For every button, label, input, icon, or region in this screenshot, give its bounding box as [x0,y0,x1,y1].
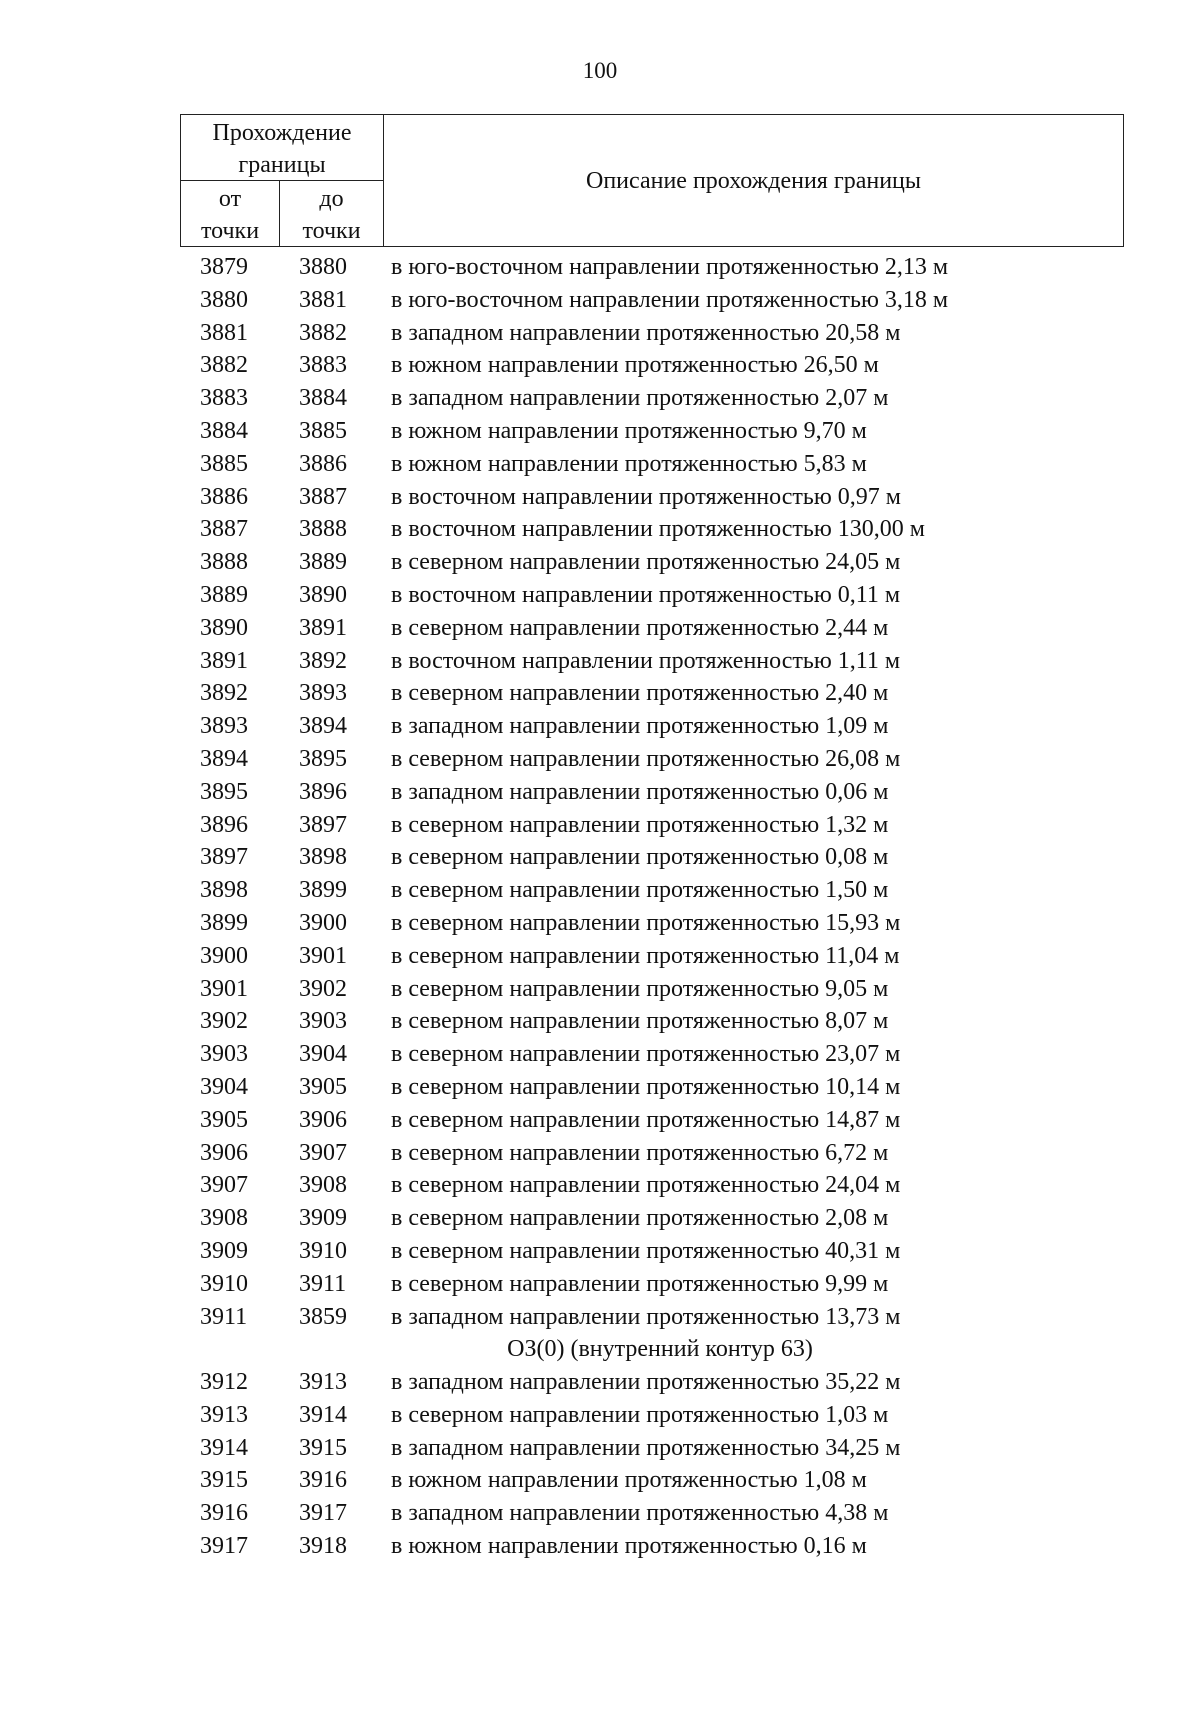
description-cell: в северном направлении протяженностью 15,93 м [391,909,901,936]
header-from-line2: точки [200,218,260,244]
header-to-point [279,180,384,247]
table-row [0,645,1200,678]
table-row [0,579,1200,612]
description-cell: в северном направлении протяженностью 1,32 м [391,811,889,838]
table-row [0,415,1200,448]
from-point-cell: 3909 [200,1237,248,1264]
from-point-cell: 3905 [200,1106,248,1133]
to-point-cell: 3913 [299,1369,347,1396]
from-point-cell: 3892 [200,680,248,707]
from-point-cell: 3882 [200,352,248,379]
table-row [0,841,1200,874]
description-cell: в северном направлении протяженностью 23,07 м [391,1041,901,1068]
from-point-cell: 3912 [200,1369,248,1396]
to-point-cell: 3896 [299,778,347,805]
to-point-cell: 3887 [299,483,347,510]
to-point-cell: 3883 [299,352,347,379]
table-row [0,284,1200,317]
from-point-cell: 3885 [200,450,248,477]
description-cell: в западном направлении протяженностью 34,25 м [391,1434,901,1461]
from-point-cell: 3899 [200,909,248,936]
table-row [0,1104,1200,1137]
header-to-line1: до [319,186,344,212]
table-row [0,1366,1200,1399]
to-point-cell: 3892 [299,647,347,674]
from-point-cell: 3913 [200,1401,248,1428]
from-point-cell: 3886 [200,483,248,510]
from-point-cell: 3917 [200,1533,248,1560]
from-point-cell: 3894 [200,745,248,772]
to-point-cell: 3898 [299,844,347,871]
table-row [0,513,1200,546]
table-row [0,317,1200,350]
table-row [0,743,1200,776]
from-point-cell: 3888 [200,549,248,576]
table-row [0,1235,1200,1268]
description-cell: в южном направлении протяженностью 26,50 м [391,352,879,379]
description-cell: в северном направлении протяженностью 10,14 м [391,1073,901,1100]
header-description [383,114,1124,247]
description-cell: в южном направлении протяженностью 5,83 м [391,450,867,477]
from-point-cell: 3914 [200,1434,248,1461]
table-row [0,1301,1200,1334]
description-cell: в северном направлении протяженностью 8,07 м [391,1008,889,1035]
from-point-cell: 3908 [200,1205,248,1232]
from-point-cell: 3904 [200,1073,248,1100]
from-point-cell: 3884 [200,417,248,444]
section-title [0,1333,870,1366]
from-point-cell: 3897 [200,844,248,871]
to-point-cell: 3904 [299,1041,347,1068]
from-point-cell: 3906 [200,1139,248,1166]
description-cell: в северном направлении протяженностью 24,04 м [391,1172,901,1199]
table-row [0,940,1200,973]
description-cell: в северном направлении протяженностью 1,03 м [391,1401,889,1428]
table-row [0,809,1200,842]
header-to-line2: точки [302,218,361,244]
from-point-cell: 3910 [200,1270,248,1297]
table-row [0,481,1200,514]
from-point-cell: 3900 [200,942,248,969]
description-cell: в северном направлении протяженностью 9,99 м [391,1270,889,1297]
from-point-cell: 3915 [200,1467,248,1494]
from-point-cell: 3916 [200,1500,248,1527]
description-cell: в западном направлении протяженностью 13,73 м [391,1303,901,1330]
description-cell: в западном направлении протяженностью 2,07 м [391,385,889,412]
description-cell: в юго-восточном направлении протяженностью 2,13 м [391,254,949,280]
to-point-cell: 3888 [299,516,347,543]
to-point-cell: 3917 [299,1500,347,1527]
to-point-cell: 3885 [299,417,347,444]
description-cell: в северном направлении протяженностью 2,44 м [391,614,889,641]
description-cell: в северном направлении протяженностью 9,05 м [391,975,889,1002]
description-cell: в западном направлении протяженностью 20,58 м [391,319,901,346]
table-row [0,382,1200,415]
table-row [0,776,1200,809]
to-point-cell: 3909 [299,1205,347,1232]
description-cell: в северном направлении протяженностью 6,72 м [391,1139,889,1166]
to-point-cell: 3884 [299,385,347,412]
to-point-cell: 3905 [299,1073,347,1100]
description-cell: в северном направлении протяженностью 11,04 м [391,942,900,969]
to-point-cell: 3916 [299,1467,347,1494]
from-point-cell: 3893 [200,713,248,740]
description-cell: в юго-восточном направлении протяженностью 3,18 м [391,286,949,313]
to-point-cell: 3893 [299,680,347,707]
to-point-cell: 3918 [299,1533,347,1560]
description-cell: в западном направлении протяженностью 0,06 м [391,778,889,805]
from-point-cell: 3902 [200,1008,248,1035]
header-group-line2: границы [238,152,326,178]
table-row [0,1005,1200,1038]
description-cell: в южном направлении протяженностью 0,16 м [391,1533,867,1560]
to-point-cell: 3910 [299,1237,347,1264]
description-cell: в западном направлении протяженностью 35,22 м [391,1369,901,1396]
from-point-cell: 3901 [200,975,248,1002]
header-from-point [180,180,280,247]
description-cell: в северном направлении протяженностью 24,05 м [391,549,901,576]
to-point-cell: 3908 [299,1172,347,1199]
header-boundary-passage [180,114,384,181]
description-cell: в северном направлении протяженностью 0,08 м [391,844,889,871]
to-point-cell: 3894 [299,713,347,740]
table-row [0,1169,1200,1202]
to-point-cell: 3890 [299,581,347,608]
to-point-cell: 3914 [299,1401,347,1428]
description-cell: в северном направлении протяженностью 1,50 м [391,877,889,904]
table-row [0,1071,1200,1104]
description-cell: в южном направлении протяженностью 1,08 м [391,1467,867,1494]
description-cell: в западном направлении протяженностью 4,38 м [391,1500,889,1527]
from-point-cell: 3890 [200,614,248,641]
boundary-table-body [0,251,1200,1563]
to-point-cell: 3880 [299,254,347,280]
description-cell: в северном направлении протяженностью 2,40 м [391,680,889,707]
table-row [0,1432,1200,1465]
table-row [0,1464,1200,1497]
from-point-cell: 3911 [200,1303,248,1330]
to-point-cell: 3906 [299,1106,347,1133]
table-row [0,251,1200,284]
to-point-cell: 3882 [299,319,347,346]
from-point-cell: 3903 [200,1041,248,1068]
from-point-cell: 3889 [200,581,248,608]
to-point-cell: 3903 [299,1008,347,1035]
table-row [0,677,1200,710]
to-point-cell: 3911 [299,1270,347,1297]
to-point-cell: 3915 [299,1434,347,1461]
table-row [0,1202,1200,1235]
header-description-text: Описание прохождения границы [585,167,921,194]
table-row [0,710,1200,743]
to-point-cell: 3881 [299,286,347,313]
table-row [0,546,1200,579]
from-point-cell: 3895 [200,778,248,805]
description-cell: в восточном направлении протяженностью 0,97 м [391,483,901,510]
section-title-text: ОЗ(0) (внутренний контур 63) [507,1336,813,1363]
table-row [0,1268,1200,1301]
from-point-cell: 3883 [200,385,248,412]
to-point-cell: 3899 [299,877,347,904]
from-point-cell: 3907 [200,1172,248,1199]
from-point-cell: 3880 [200,286,248,313]
description-cell: в восточном направлении протяженностью 1,11 м [391,647,901,674]
table-row [0,612,1200,645]
description-cell: в восточном направлении протяженностью 0,11 м [391,581,901,608]
page-number: 100 [582,58,618,83]
to-point-cell: 3897 [299,811,347,838]
table-row [0,1530,1200,1563]
header-group-line1: Прохождение [212,120,352,146]
description-cell: в западном направлении протяженностью 1,09 м [391,713,889,740]
from-point-cell: 3879 [200,254,248,280]
to-point-cell: 3901 [299,942,347,969]
from-point-cell: 3898 [200,877,248,904]
to-point-cell: 3891 [299,614,347,641]
description-cell: в северном направлении протяженностью 40,31 м [391,1237,901,1264]
to-point-cell: 3889 [299,549,347,576]
from-point-cell: 3896 [200,811,248,838]
from-point-cell: 3891 [200,647,248,674]
to-point-cell: 3886 [299,450,347,477]
to-point-cell: 3907 [299,1139,347,1166]
table-row [0,1399,1200,1432]
from-point-cell: 3887 [200,516,248,543]
to-point-cell: 3895 [299,745,347,772]
table-row [0,349,1200,382]
header-from-line1: от [218,186,242,212]
table-row [0,448,1200,481]
description-cell: в восточном направлении протяженностью 130,00 м [391,516,925,543]
table-row [0,1038,1200,1071]
description-cell: в северном направлении протяженностью 2,08 м [391,1205,889,1232]
from-point-cell: 3881 [200,319,248,346]
table-row [0,907,1200,940]
to-point-cell: 3859 [299,1303,347,1330]
description-cell: в северном направлении протяженностью 26,08 м [391,745,901,772]
to-point-cell: 3902 [299,975,347,1002]
table-row [0,874,1200,907]
description-cell: в южном направлении протяженностью 9,70 м [391,417,867,444]
to-point-cell: 3900 [299,909,347,936]
table-row [0,1137,1200,1170]
description-cell: в северном направлении протяженностью 14,87 м [391,1106,901,1133]
table-row [0,973,1200,1006]
table-row [0,1497,1200,1530]
